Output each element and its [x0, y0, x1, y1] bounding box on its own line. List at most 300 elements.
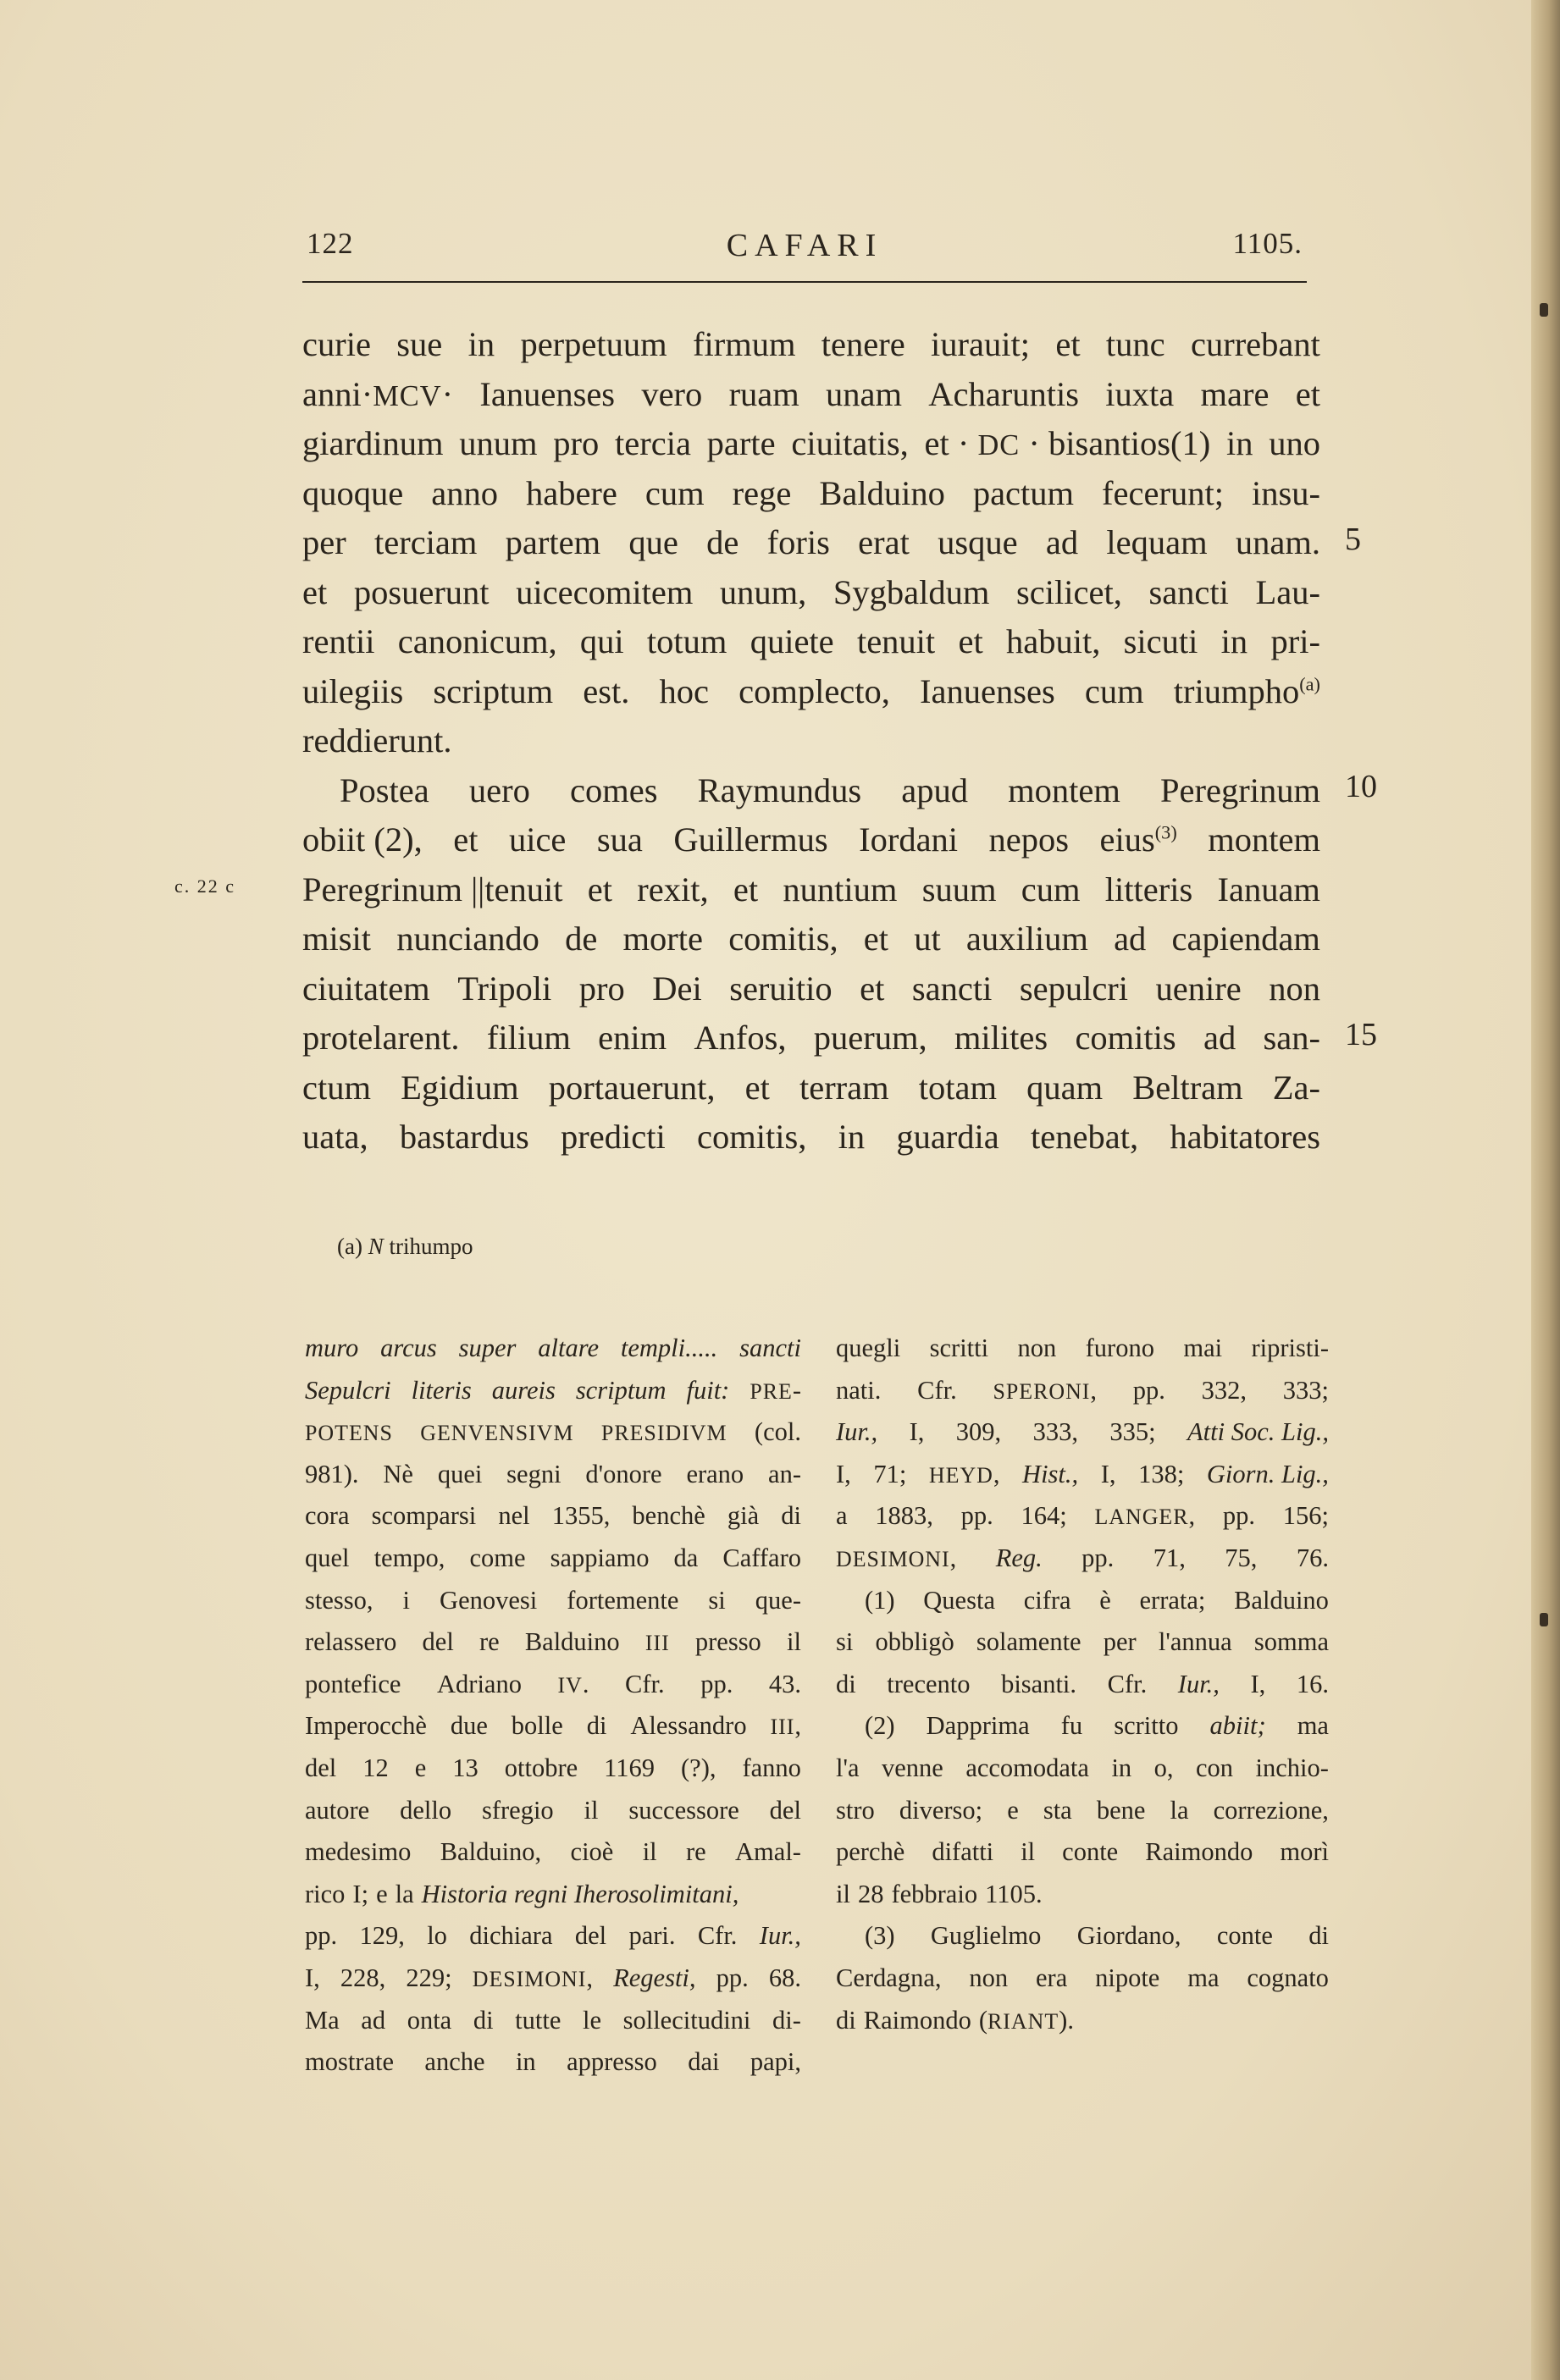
- text-line: [305, 1580, 801, 1622]
- word: ma: [1297, 1711, 1329, 1741]
- word: et: [302, 572, 328, 611]
- text-line: [836, 1915, 1329, 1958]
- word: trecento: [887, 1669, 971, 1698]
- text-line: [836, 1621, 1329, 1664]
- word: d'onore: [585, 1459, 662, 1488]
- margin-note: c. 22 c: [174, 875, 236, 897]
- word: complecto,: [739, 671, 890, 710]
- word: altare: [538, 1334, 600, 1362]
- word: (?),: [681, 1753, 716, 1782]
- word: Ianuenses: [920, 671, 1055, 710]
- word: pontefice: [305, 1669, 401, 1698]
- text-line: [836, 1664, 1329, 1706]
- word: conte: [1216, 1921, 1273, 1951]
- word: perpetuum: [520, 325, 667, 363]
- word: tercia: [615, 424, 691, 462]
- word: ad: [1203, 1019, 1236, 1057]
- word: di: [836, 1669, 856, 1698]
- word: nepos: [988, 820, 1070, 859]
- word: venne: [882, 1753, 943, 1782]
- word: l'annua: [1158, 1627, 1232, 1657]
- word: Regesti,: [613, 1963, 696, 1992]
- word: in: [838, 1118, 866, 1156]
- word: Questa: [923, 1585, 995, 1615]
- word: nati.: [836, 1375, 882, 1405]
- footnote-column-left: [305, 1328, 801, 2084]
- word: e: [414, 1753, 427, 1782]
- word: montem: [1008, 770, 1120, 809]
- word: 229;: [406, 1963, 452, 1992]
- text-line: [305, 1790, 801, 1832]
- text-line: [302, 865, 1320, 915]
- word: quegli: [836, 1334, 901, 1362]
- word: I,: [836, 1459, 851, 1488]
- word: del: [422, 1627, 454, 1657]
- word: del: [769, 1795, 801, 1825]
- text-line: [305, 1915, 801, 1958]
- text-line: [305, 1874, 801, 1916]
- word: come: [469, 1543, 526, 1572]
- word: presso: [694, 1627, 761, 1657]
- word: qui: [579, 622, 624, 660]
- word: stro: [836, 1795, 875, 1825]
- word: pro: [553, 424, 600, 462]
- word: 71,: [1153, 1543, 1186, 1572]
- text-line: [302, 1063, 1320, 1113]
- word: I,: [909, 1417, 925, 1447]
- word: III,: [770, 1711, 801, 1741]
- word: da: [673, 1543, 699, 1572]
- binding-mark: [1540, 1613, 1548, 1626]
- word: DESIMONI,: [836, 1543, 957, 1572]
- word: 43.: [768, 1669, 801, 1698]
- word: 332,: [1201, 1375, 1247, 1405]
- word: LANGER,: [1094, 1501, 1196, 1531]
- word: parte: [706, 424, 776, 462]
- text-line: [302, 815, 1320, 865]
- word: Imperocchè: [305, 1711, 427, 1741]
- word: dichiara: [469, 1921, 553, 1951]
- word: Reg.: [995, 1543, 1043, 1572]
- word: ad: [361, 2005, 386, 2035]
- word: GENVENSIVM: [420, 1421, 574, 1446]
- word: Cfr.: [917, 1375, 957, 1405]
- word: erano: [686, 1459, 744, 1488]
- word: bastardus: [399, 1118, 529, 1156]
- word: non: [1269, 969, 1320, 1008]
- word: Hist.,: [1022, 1459, 1079, 1488]
- word: I;: [352, 1879, 369, 1908]
- text-line: [836, 1958, 1329, 2000]
- word: canonicum,: [397, 622, 557, 660]
- apparatus-reading: trihumpo: [389, 1234, 473, 1259]
- word: que-: [755, 1585, 801, 1615]
- word: filium: [486, 1019, 571, 1057]
- word: comitis,: [696, 1118, 807, 1156]
- word: per: [1103, 1627, 1137, 1657]
- word: Lau-: [1255, 572, 1320, 611]
- apparatus-label: (a): [337, 1234, 362, 1259]
- word: ad: [1114, 919, 1147, 958]
- word: de: [565, 919, 598, 958]
- word: papi,: [750, 2047, 801, 2077]
- word: ripristi-: [1251, 1334, 1329, 1362]
- word: est.: [583, 671, 630, 710]
- text-line: [302, 766, 1320, 816]
- word: et: [1295, 374, 1320, 413]
- word: bisanti.: [1001, 1669, 1077, 1698]
- word: Dei: [652, 969, 702, 1008]
- word: literis: [411, 1375, 472, 1405]
- word: et: [587, 870, 613, 908]
- word: di: [473, 2005, 494, 2035]
- word: suum: [921, 870, 997, 908]
- word: pp.: [1222, 1501, 1256, 1531]
- word: puerum,: [813, 1019, 927, 1057]
- word: Sygbaldum: [833, 572, 990, 611]
- word: scritto: [1114, 1711, 1179, 1741]
- word: ad: [1045, 523, 1079, 561]
- word: Egidium: [401, 1068, 519, 1107]
- word: Iur.,: [836, 1417, 878, 1447]
- word: difatti: [932, 1837, 994, 1867]
- text-line: [305, 1370, 801, 1412]
- word: con: [1196, 1753, 1234, 1782]
- word: uenire: [1155, 969, 1242, 1008]
- text-line: [302, 617, 1320, 667]
- word: Beltram: [1132, 1068, 1243, 1107]
- word: cum: [644, 473, 705, 512]
- word: posuerunt: [353, 572, 490, 611]
- word: hoc: [659, 671, 709, 710]
- text-line: [305, 1328, 801, 1370]
- word: iurauit;: [931, 325, 1031, 363]
- word: Anfos,: [694, 1019, 787, 1057]
- word: super: [458, 1334, 517, 1362]
- main-text: [302, 320, 1320, 1162]
- critical-apparatus-note: [337, 1234, 473, 1260]
- word: partem: [505, 523, 601, 561]
- word: furono: [1085, 1334, 1154, 1362]
- text-line: [836, 1328, 1329, 1370]
- word: del: [305, 1753, 337, 1782]
- word: il: [1021, 1837, 1036, 1867]
- word: il: [786, 1627, 801, 1657]
- word: sfregio: [481, 1795, 554, 1825]
- word: totam: [918, 1068, 997, 1107]
- word: 68.: [768, 1963, 801, 1992]
- word: enim: [598, 1019, 667, 1057]
- word: accomodata: [965, 1753, 1089, 1782]
- word: Alessandro: [630, 1711, 747, 1741]
- text-line: [302, 667, 1320, 717]
- word: nipote: [1095, 1963, 1160, 1992]
- word: Guillermus: [673, 820, 828, 859]
- word: già: [727, 1501, 760, 1531]
- word: quel: [305, 1543, 350, 1572]
- word: si: [836, 1627, 854, 1657]
- word: tenebat,: [1031, 1118, 1139, 1156]
- word: IV.: [557, 1669, 589, 1698]
- word: et: [863, 919, 888, 958]
- text-line: [305, 1411, 801, 1454]
- word: fecerunt;: [1102, 473, 1224, 512]
- word: di: [836, 2005, 856, 2035]
- word: 76.: [1296, 1543, 1329, 1572]
- word: 71;: [873, 1459, 907, 1488]
- word: era: [1036, 1963, 1068, 1992]
- word: sua: [596, 820, 643, 859]
- word: in: [467, 325, 495, 363]
- word: errata;: [1139, 1585, 1206, 1615]
- word: medesimo: [305, 1837, 412, 1867]
- word: sollecitudini: [622, 2005, 751, 2035]
- word: arcus: [380, 1334, 437, 1362]
- word: Peregrinum ||tenuit: [302, 870, 563, 908]
- word: pactum: [972, 473, 1075, 512]
- word: re: [685, 1837, 706, 1867]
- word: scriptum: [433, 671, 554, 710]
- word: Adriano: [437, 1669, 522, 1698]
- text-line: [836, 1705, 1329, 1748]
- word: Cfr.: [625, 1669, 665, 1698]
- text-line: [302, 370, 1320, 420]
- word: due: [450, 1711, 488, 1741]
- word: eius$^{(3)}$: [1099, 820, 1177, 859]
- text-line: [302, 1013, 1320, 1063]
- text-line: [302, 568, 1320, 618]
- word: totum: [646, 622, 727, 660]
- word: capiendam: [1171, 919, 1320, 958]
- word: pp.: [305, 1921, 338, 1951]
- word: lo: [427, 1921, 447, 1951]
- word: I,: [1100, 1459, 1116, 1488]
- word: tempo,: [373, 1543, 445, 1572]
- word: scomparsi: [371, 1501, 477, 1531]
- word: iuxta: [1105, 374, 1175, 413]
- word: 16.: [1296, 1669, 1329, 1698]
- word: l'a: [836, 1753, 860, 1782]
- word: Genovesi: [440, 1585, 538, 1615]
- text-line: [305, 2000, 801, 2042]
- word: Ianuam: [1217, 870, 1320, 908]
- word: cora: [305, 1501, 350, 1531]
- word: la: [395, 1879, 414, 1908]
- word: Iur.,: [1177, 1669, 1220, 1698]
- word: a: [836, 1501, 848, 1531]
- word: cum: [1084, 671, 1144, 710]
- word: et: [958, 622, 983, 660]
- text-line: [302, 518, 1320, 568]
- word: morì: [1280, 1837, 1329, 1867]
- word: conte: [1062, 1837, 1119, 1867]
- word: terram: [799, 1068, 889, 1107]
- word: quiete: [750, 622, 834, 660]
- word: fu: [1060, 1711, 1083, 1741]
- word: apud: [901, 770, 968, 809]
- word: la: [1170, 1795, 1189, 1825]
- binding-mark: [1540, 303, 1548, 317]
- word: de: [706, 523, 739, 561]
- text-line: [836, 1370, 1329, 1412]
- word: il: [642, 1837, 657, 1867]
- word: unum,: [719, 572, 807, 611]
- word: solamente: [976, 1627, 1081, 1657]
- word: Nè: [383, 1459, 413, 1488]
- word: bolle: [511, 1711, 563, 1741]
- word: mare: [1200, 374, 1270, 413]
- word: 981).: [305, 1459, 359, 1488]
- word: mostrate: [305, 2047, 395, 2077]
- word: Peregrinum: [1160, 770, 1320, 809]
- word: Dapprima: [926, 1711, 1030, 1741]
- word: 156;: [1282, 1501, 1329, 1531]
- text-line: [305, 1958, 801, 2000]
- word: nunciando: [396, 919, 539, 958]
- word: DESIMONI,: [472, 1963, 594, 1992]
- text-line: [305, 1454, 801, 1496]
- word: fuit:: [686, 1375, 730, 1405]
- word: pp.: [1132, 1375, 1165, 1405]
- word: SPERONI,: [993, 1375, 1098, 1405]
- word: cifra: [1023, 1585, 1071, 1615]
- word: 164;: [1021, 1501, 1067, 1531]
- word: unam: [826, 374, 903, 413]
- word: nel: [498, 1501, 530, 1531]
- text-line: [836, 1411, 1329, 1454]
- word: di: [1308, 1921, 1329, 1951]
- word: Cfr.: [697, 1921, 738, 1951]
- text-line: [302, 1113, 1320, 1162]
- footnote-column-right: [836, 1328, 1329, 2041]
- word: ma: [1187, 1963, 1220, 1992]
- word: aureis: [491, 1375, 556, 1405]
- word: quoque: [302, 473, 404, 512]
- word: sta: [1043, 1795, 1072, 1825]
- word: III: [644, 1631, 670, 1656]
- word: non: [969, 1963, 1009, 1992]
- text-line: [305, 1831, 801, 1874]
- word: i: [402, 1585, 411, 1615]
- word: ciuitatem: [302, 969, 430, 1008]
- word: rexit,: [637, 870, 709, 908]
- word: bene: [1096, 1795, 1146, 1825]
- word: currebant: [1190, 325, 1320, 363]
- word: o,: [1153, 1753, 1174, 1782]
- word: et: [453, 820, 479, 859]
- text-line: [305, 2041, 801, 2084]
- word: morte: [622, 919, 704, 958]
- word: Raimondo: [1145, 1837, 1253, 1867]
- word: 1169: [604, 1753, 656, 1782]
- word: mai: [1183, 1334, 1223, 1362]
- word: 1355,: [551, 1501, 611, 1531]
- text-line: [836, 1454, 1329, 1496]
- word: sue: [396, 325, 443, 363]
- word: perchè: [836, 1837, 905, 1867]
- text-line: [836, 1790, 1329, 1832]
- word: unam.: [1235, 523, 1320, 561]
- word: obbligò: [875, 1627, 954, 1657]
- word: pp.: [1081, 1543, 1115, 1572]
- word: del: [574, 1921, 607, 1951]
- word: (3): [865, 1921, 895, 1951]
- word: uata,: [302, 1118, 368, 1156]
- line-number-15: 15: [1345, 1017, 1377, 1052]
- word: Ianuenses: [479, 374, 616, 413]
- word: auxilium: [965, 919, 1088, 958]
- word: PRESIDIVM: [600, 1421, 727, 1446]
- text-line: [302, 469, 1320, 519]
- text-line: [836, 1580, 1329, 1622]
- word: Giordano,: [1076, 1921, 1181, 1951]
- word: pp.: [716, 1963, 749, 1992]
- word: unum: [459, 424, 538, 462]
- text-line: [836, 1538, 1329, 1580]
- word: e: [376, 1879, 388, 1908]
- word: somma: [1253, 1627, 1329, 1657]
- page-edge: [1531, 0, 1560, 2380]
- text-line: [836, 1831, 1329, 1874]
- apparatus-siglum: N: [368, 1234, 384, 1259]
- word: misit: [302, 919, 372, 958]
- word: erat: [858, 523, 910, 561]
- word: POTENS: [305, 1421, 393, 1446]
- text-line: [305, 1538, 801, 1580]
- word: 12: [362, 1753, 389, 1782]
- text-line: [305, 1664, 801, 1706]
- word: protelarent.: [302, 1019, 460, 1057]
- word: si: [708, 1585, 726, 1615]
- word: correzione,: [1213, 1795, 1329, 1825]
- word: PRE-: [750, 1375, 801, 1405]
- word: Tripoli: [457, 969, 552, 1008]
- word: successore: [628, 1795, 739, 1825]
- word: ruam: [728, 374, 799, 413]
- word: curie: [302, 325, 371, 363]
- text-line: [836, 2000, 1329, 2042]
- word: sappiamo: [550, 1543, 650, 1572]
- word: 138;: [1138, 1459, 1185, 1488]
- word: Raymundus: [697, 770, 862, 809]
- word: appresso: [567, 2047, 657, 2077]
- word: 333;: [1282, 1375, 1329, 1405]
- word: uicecomitem: [516, 572, 694, 611]
- word: febbraio: [891, 1879, 978, 1908]
- word: Giorn. Lig.,: [1206, 1459, 1329, 1488]
- word: pri-: [1270, 622, 1320, 660]
- word: di: [781, 1501, 801, 1531]
- text-line: [302, 419, 1320, 469]
- text-line: [305, 1748, 801, 1790]
- word: anno: [431, 473, 498, 512]
- word: Raimondo: [863, 2005, 971, 2035]
- word: per: [302, 523, 346, 561]
- word: tutte: [515, 2005, 561, 2035]
- word: il: [584, 1795, 599, 1825]
- word: (2): [865, 1711, 895, 1741]
- word: tunc: [1105, 325, 1165, 363]
- word: scilicet,: [1016, 572, 1122, 611]
- word: Historia regni Iherosolimitani,: [421, 1879, 739, 1908]
- word: et: [744, 1068, 770, 1107]
- word: dello: [400, 1795, 452, 1825]
- word: anche: [424, 2047, 485, 2077]
- word: Za-: [1272, 1068, 1320, 1107]
- word: Iordani: [859, 820, 959, 859]
- word: Guglielmo: [930, 1921, 1042, 1951]
- word: uilegiis: [302, 671, 404, 710]
